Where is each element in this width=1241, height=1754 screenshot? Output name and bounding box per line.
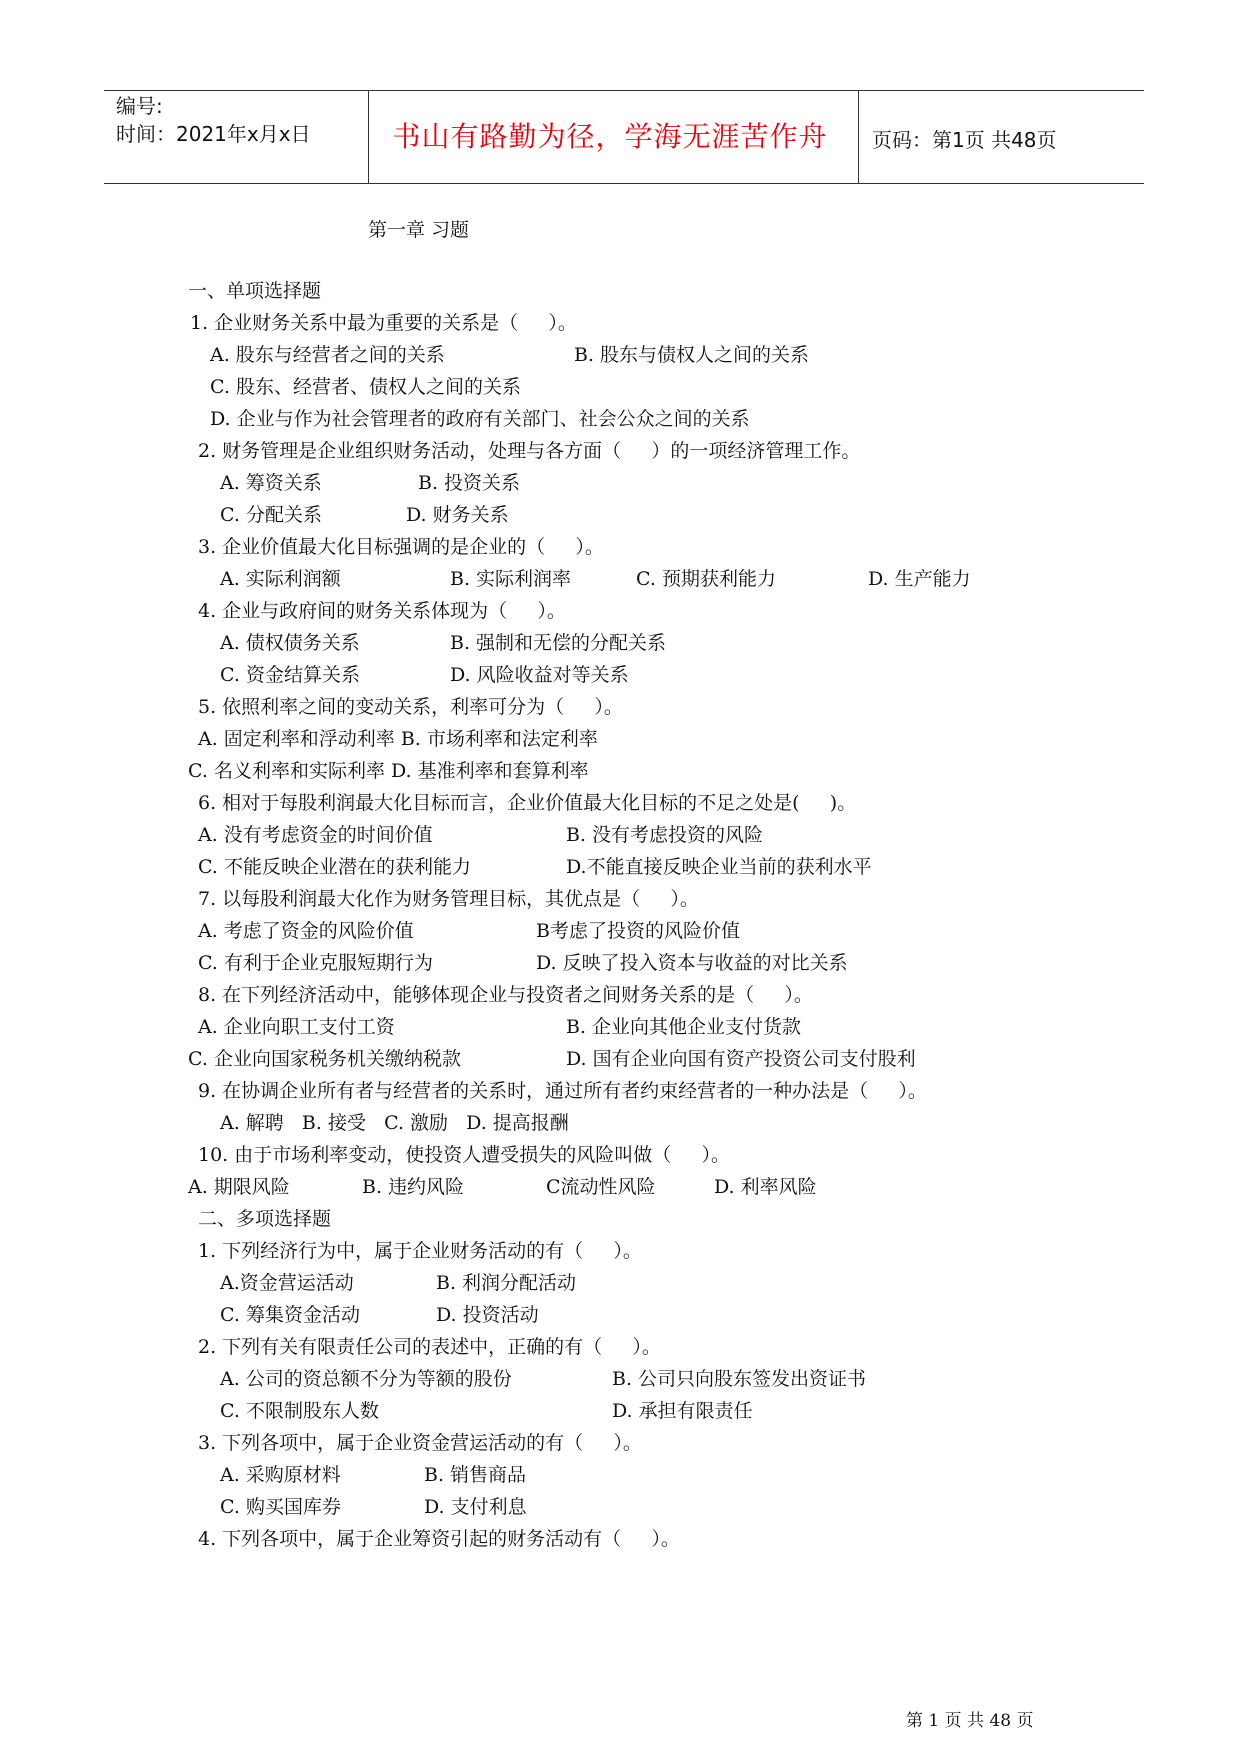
time-label: 时间：2021年x月x日 — [116, 122, 311, 146]
question-text: 9. 在协调企业所有者与经营者的关系时，通过所有者约束经营者的一种办法是（ ）。 — [198, 1080, 927, 1102]
option-text: D. 投资活动 — [436, 1304, 539, 1326]
option-text: A. 采购原材料 — [220, 1464, 341, 1486]
option-text: B. 投资关系 — [418, 472, 521, 494]
option-text: D.不能直接反映企业当前的获利水平 — [566, 856, 872, 878]
option-text: B考虑了投资的风险价值 — [536, 920, 740, 942]
option-text: C. 购买国库券 — [220, 1496, 341, 1518]
option-text: A. 筹资关系 — [220, 472, 322, 494]
option-text: C. 企业向国家税务机关缴纳税款 — [188, 1048, 461, 1070]
option-text: A. 实际利润额 — [220, 568, 341, 590]
header-divider-right — [858, 90, 859, 184]
question-text: 4. 下列各项中，属于企业筹资引起的财务活动有（ ）。 — [198, 1528, 680, 1550]
option-text: A. 解聘 B. 接受 C. 激励 D. 提高报酬 — [220, 1112, 569, 1134]
option-text: C. 有利于企业克服短期行为 — [198, 952, 433, 974]
option-text: C. 资金结算关系 — [220, 664, 360, 686]
option-text: D. 风险收益对等关系 — [450, 664, 629, 686]
option-text: A. 期限风险 — [188, 1176, 290, 1198]
header-top-rule — [104, 90, 1144, 91]
question-text: 1. 企业财务关系中最为重要的关系是（ ）。 — [190, 312, 577, 334]
header-divider-left — [368, 90, 369, 184]
option-text: A. 企业向职工支付工资 — [198, 1016, 395, 1038]
option-text: A. 公司的资总额不分为等额的股份 — [220, 1368, 512, 1390]
option-text: C. 筹集资金活动 — [220, 1304, 360, 1326]
section-heading-single: 一、单项选择题 — [188, 280, 322, 302]
option-text: C. 不能反映企业潜在的获利能力 — [198, 856, 471, 878]
option-text: B. 实际利润率 — [450, 568, 572, 590]
header-page-label: 页码：第1页 共48页 — [872, 128, 1057, 152]
option-text: D. 支付利息 — [424, 1496, 527, 1518]
option-text: D. 企业与作为社会管理者的政府有关部门、社会公众之间的关系 — [210, 408, 750, 430]
option-text: B. 没有考虑投资的风险 — [566, 824, 764, 846]
option-text: C. 名义利率和实际利率 D. 基准利率和套算利率 — [188, 760, 589, 782]
option-text: D. 财务关系 — [406, 504, 509, 526]
option-text: B. 违约风险 — [362, 1176, 465, 1198]
question-text: 3. 企业价值最大化目标强调的是企业的（ ）。 — [198, 536, 604, 558]
question-text: 6. 相对于每股利润最大化目标而言，企业价值最大化目标的不足之处是( )。 — [198, 792, 857, 814]
option-text: D. 反映了投入资本与收益的对比关系 — [536, 952, 848, 974]
option-text: A. 固定利率和浮动利率 B. 市场利率和法定利率 — [198, 728, 598, 750]
option-text: D. 生产能力 — [868, 568, 971, 590]
question-text: 8. 在下列经济活动中，能够体现企业与投资者之间财务关系的是（ ）。 — [198, 984, 813, 1006]
option-text: A. 股东与经营者之间的关系 — [210, 344, 445, 366]
question-text: 10. 由于市场利率变动，使投资人遭受损失的风险叫做（ ）。 — [198, 1144, 730, 1166]
header-left-cell — [116, 92, 311, 148]
option-text: C. 预期获利能力 — [636, 568, 776, 590]
option-text: D. 承担有限责任 — [612, 1400, 753, 1422]
option-text: C. 不限制股东人数 — [220, 1400, 379, 1422]
header-bottom-rule — [104, 183, 1144, 184]
question-text: 2. 下列有关有限责任公司的表述中，正确的有（ ）。 — [198, 1336, 661, 1358]
question-text: 2. 财务管理是企业组织财务活动，处理与各方面（ ）的一项经济管理工作。 — [198, 440, 861, 462]
option-text: C. 分配关系 — [220, 504, 322, 526]
option-text: A. 债权债务关系 — [220, 632, 360, 654]
option-text: C. 股东、经营者、债权人之间的关系 — [210, 376, 521, 398]
question-text: 1. 下列经济行为中，属于企业财务活动的有（ ）。 — [198, 1240, 642, 1262]
serial-label: 编号: — [116, 94, 163, 118]
header-motto: 书山有路勤为径，学海无涯苦作舟 — [392, 120, 828, 153]
option-text: B. 利润分配活动 — [436, 1272, 577, 1294]
option-text: B. 企业向其他企业支付货款 — [566, 1016, 802, 1038]
question-text: 7. 以每股利润最大化作为财务管理目标，其优点是（ ）。 — [198, 888, 699, 910]
option-text: B. 公司只向股东签发出资证书 — [612, 1368, 867, 1390]
option-text: A. 考虑了资金的风险价值 — [198, 920, 414, 942]
question-text: 5. 依照利率之间的变动关系，利率可分为（ ）。 — [198, 696, 623, 718]
section-heading-multi: 二、多项选择题 — [198, 1208, 332, 1230]
chapter-title: 第一章 习题 — [368, 219, 470, 241]
option-text: D. 利率风险 — [714, 1176, 817, 1198]
page-footer: 第 1 页 共 48 页 — [906, 1711, 1034, 1731]
option-text: A.资金营运活动 — [220, 1272, 354, 1294]
option-text: B. 强制和无偿的分配关系 — [450, 632, 667, 654]
question-text: 4. 企业与政府间的财务关系体现为（ ）。 — [198, 600, 566, 622]
question-text: 3. 下列各项中，属于企业资金营运活动的有（ ）。 — [198, 1432, 642, 1454]
option-text: C流动性风险 — [546, 1176, 656, 1198]
option-text: D. 国有企业向国有资产投资公司支付股利 — [566, 1048, 916, 1070]
option-text: B. 股东与债权人之间的关系 — [574, 344, 810, 366]
option-text: B. 销售商品 — [424, 1464, 527, 1486]
option-text: A. 没有考虑资金的时间价值 — [198, 824, 433, 846]
